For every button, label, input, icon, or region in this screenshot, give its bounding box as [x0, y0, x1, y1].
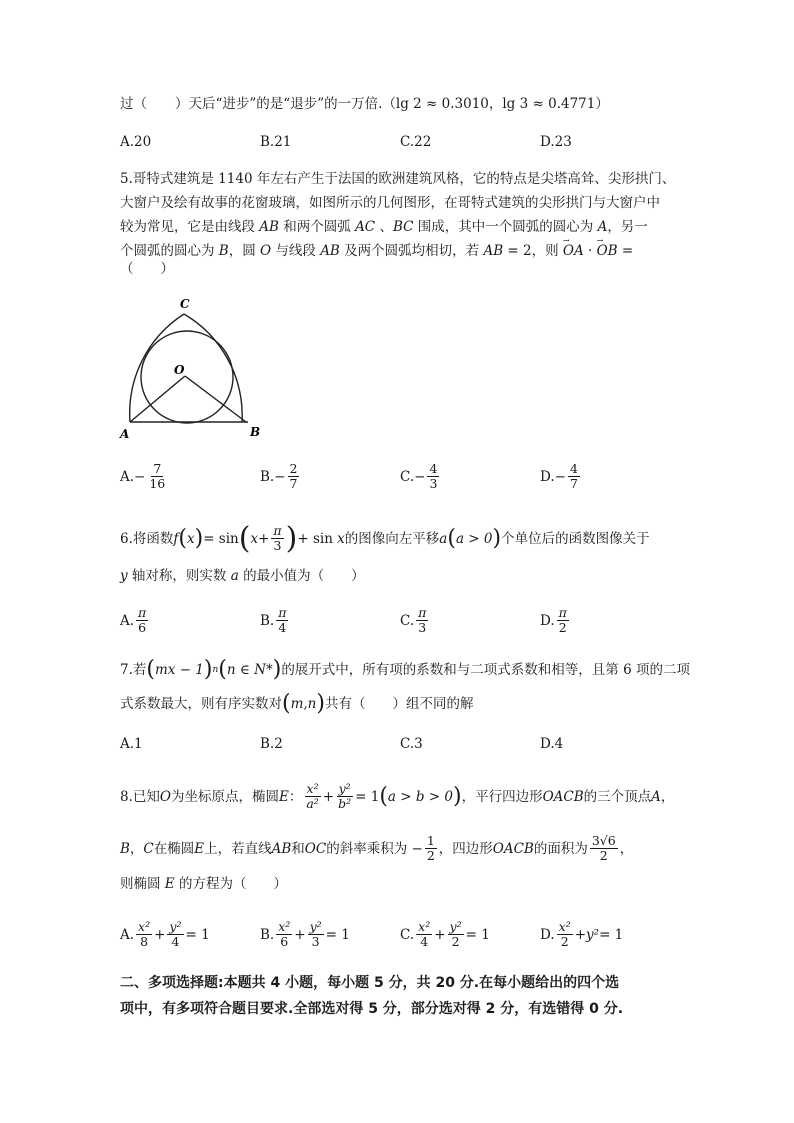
section2-line1: 二、多项选择题:本题共 4 小题，每小题 5 分，共 20 分.在每小题给出的四个选: [120, 975, 620, 991]
q5-option-b: B. − $\frac{2}{7}$: [260, 461, 298, 491]
label-o: O: [174, 363, 185, 377]
q7-line1: 7.若 ( mx − 1 ) n ( n ∈ N* ) 的展开式中，所有项的系数和与二项式系数和相等，且第 6 项的二项: [120, 657, 690, 682]
section2-line2: 项中，有多项符合题目要求.全部选对得 5 分，部分选对得 2 分，有选错得 0 分.: [120, 1001, 624, 1017]
q4-option-b: B.21: [260, 134, 292, 150]
q5-option-c: C. − $\frac{4}{3}$: [400, 461, 438, 491]
q5-line2: 大窗户及绘有故事的花窗玻璃，如图所示的几何图形，在哥特式建筑的尖形拱门与大窗户中: [120, 195, 660, 211]
q4-text-post: ）天后“进步”的是“退步”的一万倍.（lg 2 ≈ 0.3010，lg 3 ≈ 0.4771）: [175, 96, 609, 112]
segment-ob: [185, 376, 246, 422]
q6-option-c: C. $\frac{\pi}{3}$: [400, 605, 427, 635]
q8-option-a: A. $\frac{\text{x²}}{8}$ + $\frac{\text{y²}}{4}$ = 1: [120, 919, 210, 949]
q5-option-d: D. − $\frac{4}{7}$: [540, 461, 578, 491]
q6-option-d: D. $\frac{\pi}{2}$: [540, 605, 567, 635]
gothic-arch-figure: [112, 292, 272, 442]
label-c: C: [180, 297, 190, 311]
q4-option-a: A.20: [120, 134, 152, 150]
q6-option-a: A. $\frac{\pi}{6}$: [120, 605, 147, 635]
q7-option-b: B.2: [260, 736, 283, 752]
q6-line2: y 轴对称，则实数 a 的最小值为（ ）: [120, 568, 365, 584]
q4-text-pre: 过（: [120, 96, 147, 112]
q6-option-b: B. $\frac{\pi}{4}$: [260, 605, 287, 635]
q4-continuation: [120, 94, 609, 114]
q7-option-a: A.1: [120, 736, 143, 752]
q4-option-c: C.22: [400, 134, 432, 150]
segment-oa: [130, 376, 185, 422]
q5-option-a: A. − $\frac{7}{16}$: [120, 461, 166, 491]
q8-line2: B ， C 在椭圆 E 上，若直线 AB 和 OC 的斜率乘积为 − $\frac{1}{2}$ ，四边形 OACB 的面积为 $\frac{3√6}{2}$ ，: [120, 833, 634, 863]
q7-option-d: D.4: [540, 736, 564, 752]
q5-line5: （ ）: [120, 261, 174, 277]
q8-option-b: B. $\frac{\text{x²}}{6}$ + $\frac{\text{y²}}{3}$ = 1: [260, 919, 350, 949]
q5-line3: 较为常见，它是由线段 AB 和两个圆弧 AC 、BC 围成，其中一个圆弧的圆心为 A，另一: [120, 219, 648, 235]
q7-line2: 式系数最大，则有序实数对 ( m,n ) 共有（ ）组不同的解: [120, 691, 474, 716]
arc-bc: [184, 314, 242, 422]
q8-line1: 8.已知 O 为坐标原点，椭圆 E ： $\frac{\text{x²}}{\text{a²}}$ + $\frac{\text{y²}}{\text{b²}}$ = 1 ( a > b > 0 ) ，平行四边形 OACB 的三个顶点 A ，: [120, 781, 675, 811]
q8-line3: 则椭圆 E 的方程为（ ）: [120, 876, 287, 892]
q5-line1: 5.哥特式建筑是 1140 年左右产生于法国的欧洲建筑风格，它的特点是尖塔高耸、尖形拱门、: [120, 171, 676, 187]
q7-option-c: C.3: [400, 736, 423, 752]
q8-option-d: D. $\frac{\text{x²}}{2}$ + y² = 1: [540, 919, 624, 949]
q5-line4: 个圆弧的圆心为 B，圆 O 与线段 AB 及两个圆弧均相切，若 AB = 2，则 → OA · → OB =: [120, 241, 633, 261]
label-b: B: [250, 425, 261, 439]
q8-option-c: C. $\frac{\text{x²}}{4}$ + $\frac{\text{y²}}{2}$ = 1: [400, 919, 490, 949]
label-a: A: [120, 427, 130, 441]
q4-option-d: D.23: [540, 134, 572, 150]
q6-line1: 6.将函数 f ( x ) = sin ( x+ $\frac{\pi}{3}$ ) + sin x 的图像向左平移 a ( a > 0 ) 个单位后的函数图像关于: [120, 520, 650, 556]
